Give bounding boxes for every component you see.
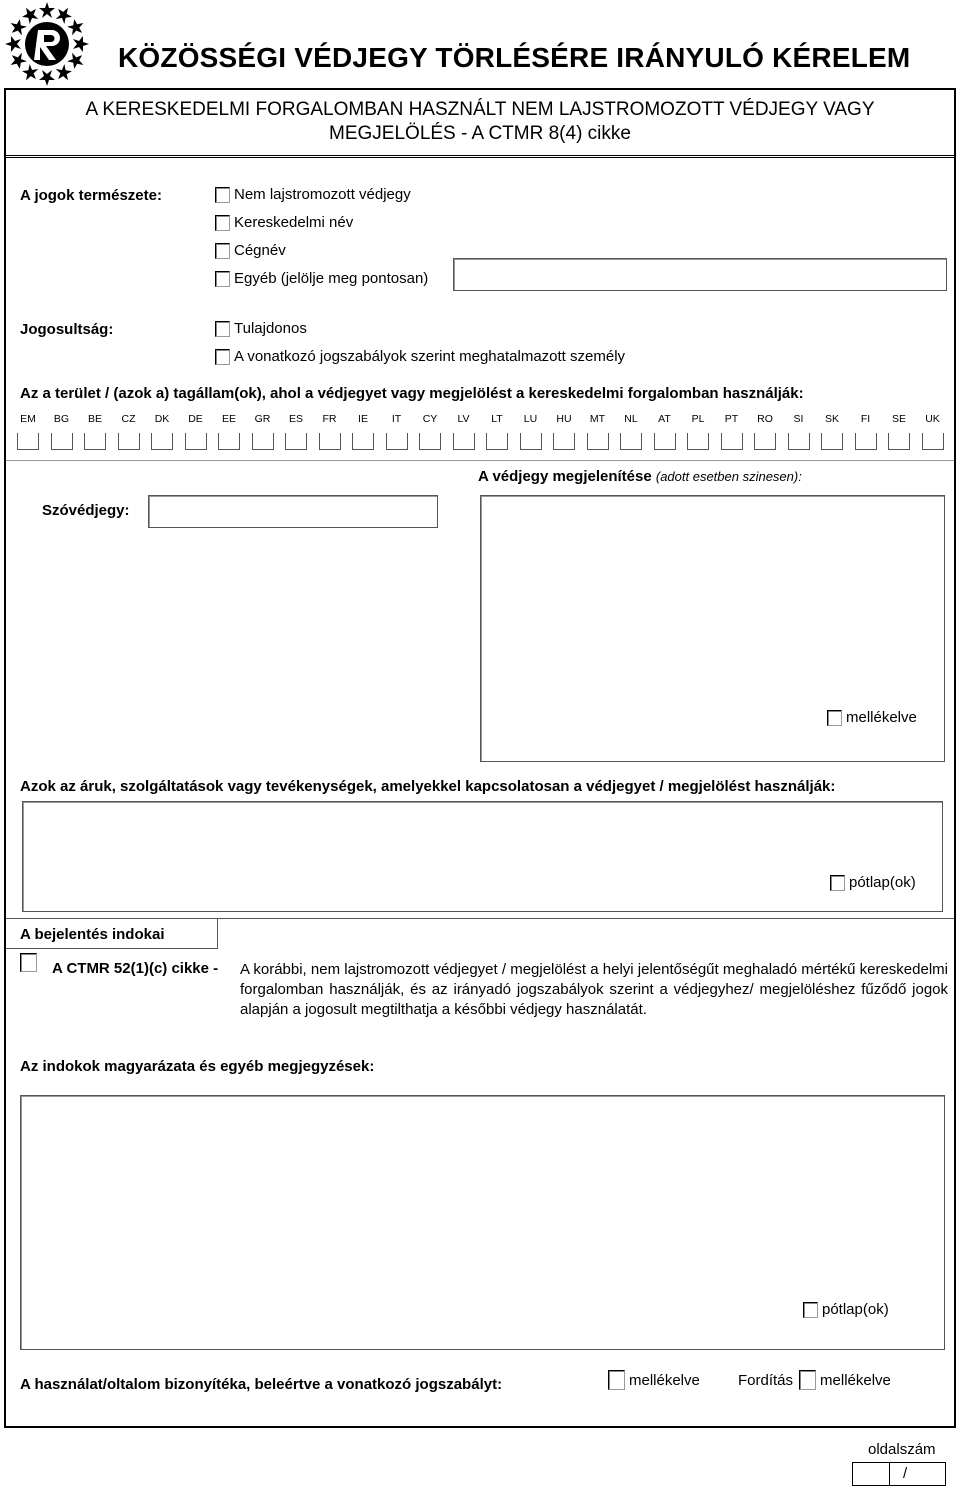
country-code-label: LV — [457, 413, 470, 425]
grounds-checkbox[interactable] — [20, 953, 37, 972]
evidence-label: A használat/oltalom bizonyítéka, beleértve a vonatkozó jogszabályt: — [20, 1376, 503, 1393]
territory-label: Az a terület / (azok a) tagállam(ok), ahol a védjegyet vagy megjelölést a kereskedelmi forgalomban használják: — [20, 385, 804, 402]
country-code-label: DK — [154, 413, 170, 425]
representation-label: A védjegy megjelenítése — [478, 468, 652, 485]
checkbox[interactable] — [215, 321, 230, 337]
grounds-article: A CTMR 52(1)(c) cikke - — [52, 960, 219, 977]
country-checkbox-fr[interactable] — [319, 431, 341, 450]
checkbox[interactable] — [215, 243, 230, 259]
country-code-label: MT — [589, 413, 606, 425]
checkbox[interactable] — [215, 187, 230, 203]
country-code-label: BG — [53, 413, 70, 425]
option-label: Tulajdonos — [234, 320, 307, 337]
country-code-label: BE — [87, 413, 102, 425]
country-checkbox-uk[interactable] — [922, 431, 944, 450]
country-code-label: UK — [925, 413, 940, 425]
country-code-label: LU — [523, 413, 538, 425]
logo — [2, 0, 92, 88]
country-code-label: AT — [658, 413, 671, 425]
attached-label: mellékelve — [629, 1371, 700, 1389]
country-checkbox-ro[interactable] — [754, 431, 776, 450]
country-checkbox-it[interactable] — [386, 431, 408, 450]
country-code-label: NL — [624, 413, 638, 425]
checkbox[interactable] — [608, 1370, 625, 1390]
page-separator: / — [903, 1465, 908, 1482]
rights-option-company-name[interactable] — [215, 242, 286, 259]
country-checkbox-ee[interactable] — [218, 431, 240, 450]
country-code-label: CY — [422, 413, 438, 425]
country-checkbox-gr[interactable] — [252, 431, 274, 450]
country-code-label: SI — [793, 413, 804, 425]
country-code-label: HU — [556, 413, 572, 425]
page-number-box[interactable] — [852, 1462, 946, 1486]
country-checkbox-sk[interactable] — [821, 431, 843, 450]
attached-label: mellékelve — [820, 1371, 891, 1389]
rights-option-other[interactable] — [215, 270, 428, 287]
country-checkbox-de[interactable] — [185, 431, 207, 450]
other-specify-field[interactable] — [453, 258, 947, 291]
checkbox[interactable] — [215, 349, 230, 365]
subtitle-line-1: A KERESKEDELMI FORGALOMBAN HASZNÁLT NEM LAJSTROMOZOTT VÉDJEGY VAGY — [85, 99, 875, 120]
country-checkbox-be[interactable] — [84, 431, 106, 450]
translation-label: Fordítás — [738, 1371, 794, 1389]
checkbox[interactable] — [803, 1302, 818, 1318]
country-code-label: EE — [221, 413, 236, 425]
divider — [6, 460, 954, 461]
option-label: Egyéb (jelölje meg pontosan) — [234, 270, 429, 287]
option-label: Cégnév — [234, 242, 286, 259]
country-checkbox-hu[interactable] — [553, 431, 575, 450]
extra-label: pótlap(ok) — [849, 874, 916, 891]
option-label: Kereskedelmi név — [234, 214, 354, 231]
subtitle-box — [4, 88, 956, 158]
rights-option-trade-name[interactable] — [215, 214, 353, 231]
checkbox[interactable] — [830, 875, 845, 891]
goods-label: Azok az áruk, szolgáltatások vagy tevékenységek, amelyekkel kapcsolatosan a védjegyet / megjelölést használják: — [20, 778, 836, 795]
country-code-label: ES — [288, 413, 303, 425]
divider — [889, 1463, 890, 1485]
representation-attached[interactable] — [827, 709, 917, 726]
country-code-label: IT — [391, 413, 402, 425]
country-checkbox-fi[interactable] — [855, 431, 877, 450]
country-checkbox-nl[interactable] — [620, 431, 642, 450]
goods-extra-sheets[interactable] — [830, 874, 916, 891]
country-checkbox-lt[interactable] — [486, 431, 508, 450]
country-checkbox-es[interactable] — [285, 431, 307, 450]
explanation-label: Az indokok magyarázata és egyéb megjegyzések: — [20, 1058, 375, 1075]
country-code-label: PL — [691, 413, 705, 425]
country-checkbox-at[interactable] — [654, 431, 676, 450]
country-code-label: FI — [860, 413, 871, 425]
entitlement-option-authorized[interactable] — [215, 348, 625, 365]
country-code-label: FR — [322, 413, 337, 425]
country-code-label: DE — [188, 413, 203, 425]
country-code-label: SE — [891, 413, 906, 425]
page-title: KÖZÖSSÉGI VÉDJEGY TÖRLÉSÉRE IRÁNYULÓ KÉRELEM — [118, 42, 911, 73]
country-checkbox-cz[interactable] — [118, 431, 140, 450]
grounds-text: A korábbi, nem lajstromozott védjegyet / megjelölést a helyi jelentőségűt meghaladó mértékű kereskedelmi forgalomban használják, és az irányadó jogszabályok szerint a védjegyhez/ megjelöléshez fűződő jogok alapján a jogosult megtilthatja a későbbi védjegy használatát. — [240, 961, 948, 1018]
word-mark-label: Szóvédjegy: — [42, 502, 130, 519]
goods-field[interactable] — [22, 801, 943, 912]
option-label: Nem lajstromozott védjegy — [234, 186, 411, 203]
country-checkbox-lv[interactable] — [453, 431, 475, 450]
country-code-label: GR — [254, 413, 271, 425]
country-checkbox-se[interactable] — [888, 431, 910, 450]
country-checkbox-cy[interactable] — [419, 431, 441, 450]
entitlement-label: Jogosultság: — [20, 321, 114, 338]
ohim-logo-icon — [2, 0, 92, 88]
entitlement-option-owner[interactable] — [215, 320, 307, 337]
attached-label: mellékelve — [846, 709, 917, 726]
country-checkbox-em[interactable] — [17, 431, 39, 450]
country-checkbox-pl[interactable] — [687, 431, 709, 450]
subtitle-line-2: MEGJELÖLÉS - A CTMR 8(4) cikke — [329, 123, 631, 144]
country-checkbox-mt[interactable] — [587, 431, 609, 450]
country-code-label: EM — [20, 413, 36, 425]
grounds-label: A bejelentés indokai — [20, 926, 165, 943]
country-code-label: IE — [358, 413, 368, 425]
rights-option-unregistered[interactable] — [215, 186, 411, 203]
word-mark-field[interactable] — [148, 495, 438, 528]
checkbox[interactable] — [215, 215, 230, 231]
evidence-attached[interactable] — [608, 1370, 700, 1390]
country-code-label: SK — [824, 413, 839, 425]
country-code-label: CZ — [121, 413, 136, 425]
representation-heading — [478, 468, 802, 485]
rights-label: A jogok természete: — [20, 187, 162, 204]
country-code-label: PT — [724, 413, 739, 425]
country-code-label: RO — [757, 413, 773, 425]
option-label: A vonatkozó jogszabályok szerint meghatalmazott személy — [234, 348, 626, 365]
checkbox[interactable] — [799, 1370, 816, 1390]
country-checkbox-lu[interactable] — [520, 431, 542, 450]
country-checkbox-dk[interactable] — [151, 431, 173, 450]
representation-note: (adott esetben szinesen): — [655, 469, 802, 484]
country-checkbox-pt[interactable] — [721, 431, 743, 450]
checkbox[interactable] — [215, 271, 230, 287]
page-number-label: oldalszám — [868, 1441, 936, 1458]
country-checkbox-bg[interactable] — [51, 431, 73, 450]
checkbox[interactable] — [827, 710, 842, 726]
extra-label: pótlap(ok) — [822, 1301, 889, 1318]
country-code-label: LT — [491, 413, 503, 425]
country-checkbox-ie[interactable] — [352, 431, 374, 450]
explanation-extra-sheets[interactable] — [803, 1301, 889, 1318]
country-checkbox-si[interactable] — [788, 431, 810, 450]
translation-attached[interactable] — [738, 1370, 891, 1390]
